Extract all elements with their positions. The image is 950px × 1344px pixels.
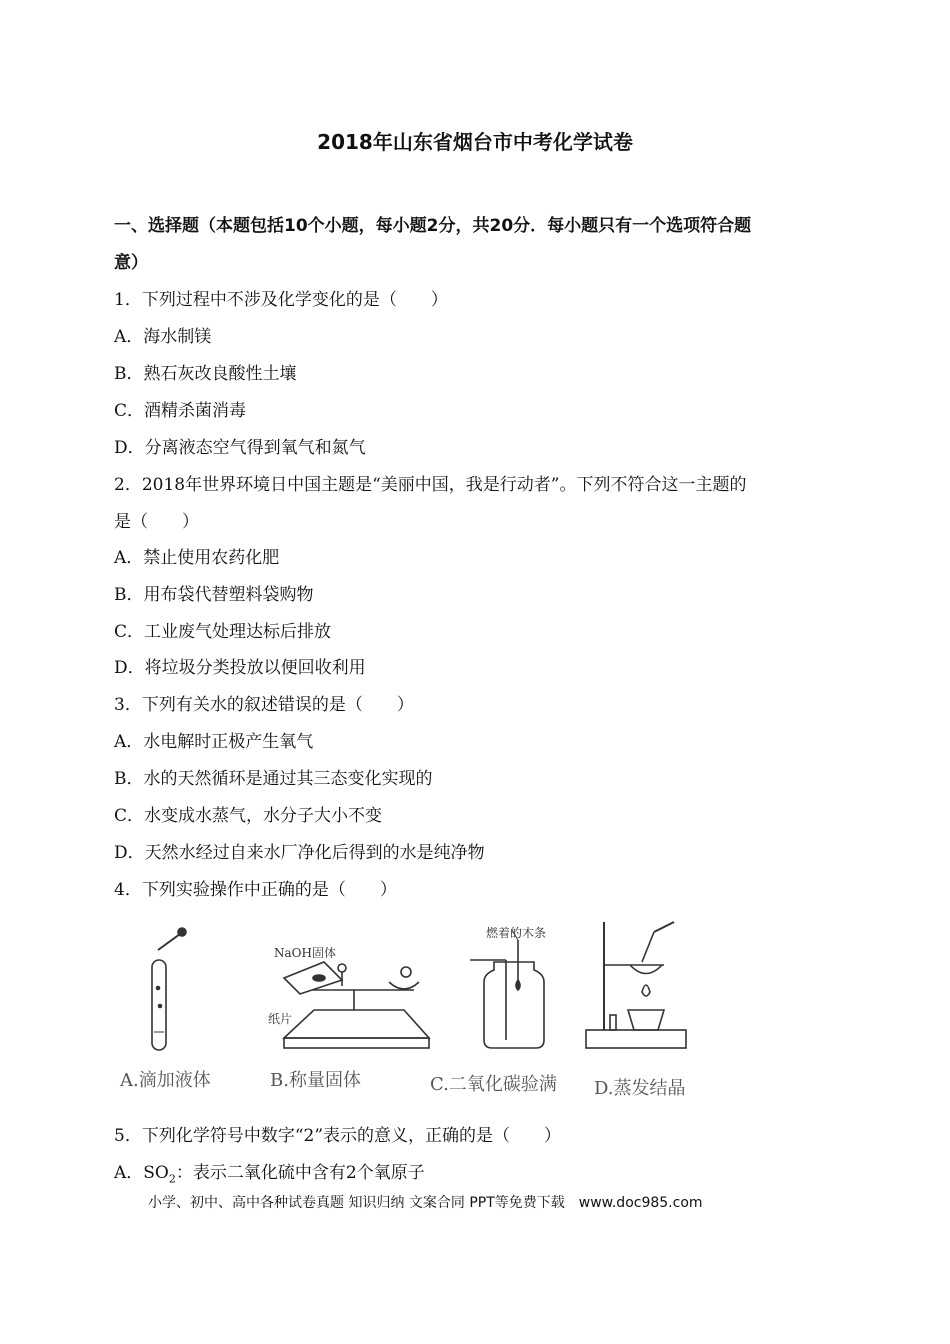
question-1-option-d: D．分离液态空气得到氧气和氮气 [114,438,366,458]
question-2-option-c: C．工业废气处理达标后排放 [114,622,332,642]
question-4-stem: 4．下列实验操作中正确的是（ ） [114,880,397,900]
option-a-prefix: A．SO [114,1163,169,1183]
lab-apparatus-drawing [114,920,714,1070]
question-3-option-c: C．水变成水蒸气，水分子大小不变 [114,806,383,826]
option-a-suffix: ：表示二氧化硫中含有2个氧原子 [175,1163,425,1183]
paper-label: 纸片 [268,1012,293,1026]
question-1-option-c: C．酒精杀菌消毒 [114,401,247,421]
page-title: 2018年山东省烟台市中考化学试卷 [317,130,633,154]
option-a-subscript: 2 [168,1172,176,1186]
question-2-option-d: D．将垃圾分类投放以便回收利用 [114,658,366,678]
question-2-stem: 2．2018年世界环境日中国主题是“美丽中国，我是行动者”。下列不符合这一主题的 [114,475,747,495]
lab-operations-figure [114,920,714,1110]
caption-a: A.滴加液体 [120,1070,211,1091]
question-1-option-a: A．海水制镁 [114,327,212,347]
question-5-stem: 5．下列化学符号中数字“2”表示的意义，正确的是（ ） [114,1126,562,1146]
question-1-stem: 1．下列过程中不涉及化学变化的是（ ） [114,290,448,310]
question-1-option-b: B．熟石灰改良酸性土壤 [114,364,297,384]
section-heading-cont: 意） [114,253,148,273]
question-2-option-a: A．禁止使用农药化肥 [114,548,280,568]
burning-stick-label: 燃着的木条 [486,926,547,940]
question-3-option-d: D．天然水经过自来水厂净化后得到的水是纯净物 [114,843,485,863]
question-2-option-b: B．用布袋代替塑料袋购物 [114,585,314,605]
naoh-label: NaOH固体 [274,946,336,960]
question-3-option-b: B．水的天然循环是通过其三态变化实现的 [114,769,433,789]
question-3-stem: 3．下列有关水的叙述错误的是（ ） [114,695,414,715]
section-heading: 一、选择题（本题包括10个小题，每小题2分，共20分．每小题只有一个选项符合题 [114,216,752,236]
question-5-option-a [114,1161,425,1191]
question-3-option-a: A．水电解时正极产生氧气 [114,732,314,752]
question-2-stem-cont: 是（ ） [114,512,199,532]
caption-c: C.二氧化碳验满 [430,1074,557,1095]
caption-b: B.称量固体 [270,1070,361,1091]
page-footer: 小学、初中、高中各种试卷真题 知识归纳 文案合同 PPT等免费下载 www.doc985.com [148,1195,703,1211]
caption-d: D.蒸发结晶 [594,1078,686,1099]
balance-scale-icon [284,962,429,1048]
evaporation-stand-icon [586,922,686,1048]
gas-bottle-icon [470,930,544,1048]
test-tube-dropper-icon [152,928,186,1050]
